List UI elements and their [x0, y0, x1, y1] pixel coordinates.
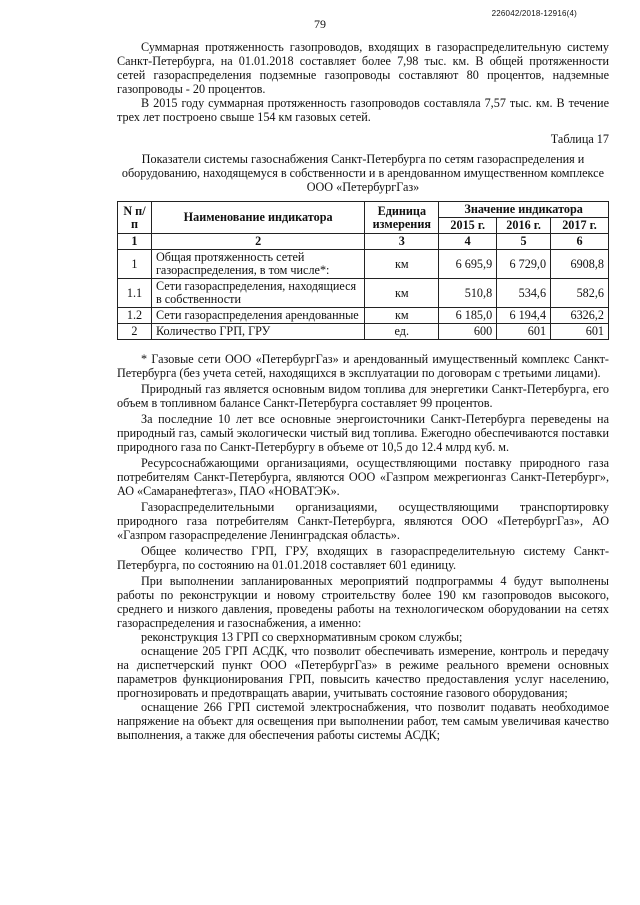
paragraph: Ресурсоснабжающими организациями, осуществляющими поставку природного газа потребителям Санкт-Петербурга, являются ООО «Газпром межрегионгаз Санкт-Петербург», АО «Самаранефтегаз», ПАО «НОВАТЭК». — [117, 456, 609, 498]
header-unit: Единица измерения — [365, 202, 439, 234]
col-number: 3 — [365, 234, 439, 250]
row-value-2017: 582,6 — [551, 279, 609, 308]
row-value-2017: 601 — [551, 324, 609, 340]
header-num: N п/п — [118, 202, 152, 234]
row-name: Общая протяженность сетей газораспределения, в том числе*: — [151, 250, 364, 279]
paragraph: При выполнении запланированных мероприятий подпрограммы 4 будут выполнены работы по реконструкции и новому строительству более 190 км газопроводов высокого, среднего и низкого давления, проведены работы на технологическом оборудовании на сетях газораспределения и газоснабжения, а именно: — [117, 574, 609, 630]
column-number-row — [118, 234, 609, 250]
row-value-2015: 510,8 — [439, 279, 497, 308]
paragraph: За последние 10 лет все основные энергоисточники Санкт-Петербурга переведены на природный газ, самый экологически чистый вид топлива. Ежегодно обеспечиваются поставки природного газа по Санкт-Петербургу в объеме от 10,5 до 12.4 млрд куб. м. — [117, 412, 609, 454]
row-value-2015: 6 695,9 — [439, 250, 497, 279]
row-num: 1.1 — [118, 279, 152, 308]
table-row — [118, 279, 609, 308]
row-value-2017: 6908,8 — [551, 250, 609, 279]
table-caption: Показатели системы газоснабжения Санкт-Петербурга по сетям газораспределения и оборудованию, находящемуся в собственности и в арендованном имущественном комплексе ООО «ПетербургГаз» — [121, 152, 605, 194]
col-number: 6 — [551, 234, 609, 250]
row-unit: ед. — [365, 324, 439, 340]
paragraph: Общее количество ГРП, ГРУ, входящих в газораспределительную систему Санкт-Петербурга, по состоянию на 01.01.2018 составляет 601 единицу. — [117, 544, 609, 572]
header-year: 2015 г. — [439, 218, 497, 234]
row-name: Количество ГРП, ГРУ — [151, 324, 364, 340]
row-unit: км — [365, 250, 439, 279]
row-value-2015: 6 185,0 — [439, 308, 497, 324]
row-value-2016: 601 — [497, 324, 551, 340]
row-value-2017: 6326,2 — [551, 308, 609, 324]
document-id: 226042/2018-12916(4) — [491, 9, 577, 18]
row-value-2016: 6 729,0 — [497, 250, 551, 279]
row-num: 1.2 — [118, 308, 152, 324]
page-content — [117, 40, 609, 742]
intro-paragraph: Суммарная протяженность газопроводов, входящих в газораспределительную систему Санкт-Петербурга, на 01.01.2018 составляет более 7,98 тыс. км. В общей протяженности сетей газораспределения подземные газопроводы составляют 80 процентов, надземные газопроводы - 20 процентов. — [117, 40, 609, 96]
table-header-row — [118, 202, 609, 218]
row-name: Сети газораспределения, находящиеся в собственности — [151, 279, 364, 308]
table-row — [118, 308, 609, 324]
header-year: 2017 г. — [551, 218, 609, 234]
footnote: * Газовые сети ООО «ПетербургГаз» и арендованный имущественный комплекс Санкт-Петербурга (без учета сетей, находящихся в эксплуатации по договорам с третьими лицами). — [117, 352, 609, 380]
indicators-table — [117, 201, 609, 340]
row-value-2016: 534,6 — [497, 279, 551, 308]
header-name: Наименование индикатора — [151, 202, 364, 234]
col-number: 2 — [151, 234, 364, 250]
paragraph: Природный газ является основным видом топлива для энергетики Санкт-Петербурга, его объем в топливном балансе Санкт-Петербурга составляет 99 процентов. — [117, 382, 609, 410]
row-num: 2 — [118, 324, 152, 340]
row-name: Сети газораспределения арендованные — [151, 308, 364, 324]
page-number: 79 — [314, 17, 326, 31]
row-value-2016: 6 194,4 — [497, 308, 551, 324]
row-num: 1 — [118, 250, 152, 279]
table-row — [118, 250, 609, 279]
col-number: 4 — [439, 234, 497, 250]
col-number: 5 — [497, 234, 551, 250]
table-row — [118, 324, 609, 340]
paragraph: Газораспределительными организациями, осуществляющими транспортировку природного газа потребителям Санкт-Петербурга, являются ООО «ПетербургГаз», АО «Газпром газораспределение Ленинградская область». — [117, 500, 609, 542]
row-unit: км — [365, 308, 439, 324]
list-item: оснащение 205 ГРП АСДК, что позволит обеспечивать измерение, контроль и передачу на диспетчерский пункт ООО «ПетербургГаз» в режиме реального времени основных параметров функционирования ГРП, повысить качество предоставления услуг населению, прогнозировать и предотвращать аварии, учитывать состояние газового оборудования; — [117, 644, 609, 700]
header-year: 2016 г. — [497, 218, 551, 234]
list-item: оснащение 266 ГРП системой электроснабжения, что позволит подавать необходимое напряжение на объект для освещения при выполнении работ, тем самым увеличивая качество выполнения, а также для обеспечения работы системы АСДК; — [117, 700, 609, 742]
list-item: реконструкция 13 ГРП со сверхнормативным сроком службы; — [141, 630, 463, 644]
row-unit: км — [365, 279, 439, 308]
body-text — [117, 352, 609, 742]
intro-paragraph: В 2015 году суммарная протяженность газопроводов составляла 7,57 тыс. км. В течение трех лет построено свыше 154 км газовых сетей. — [117, 96, 609, 124]
header-value-group: Значение индикатора — [439, 202, 609, 218]
table-number: Таблица 17 — [550, 132, 609, 146]
col-number: 1 — [118, 234, 152, 250]
row-value-2015: 600 — [439, 324, 497, 340]
